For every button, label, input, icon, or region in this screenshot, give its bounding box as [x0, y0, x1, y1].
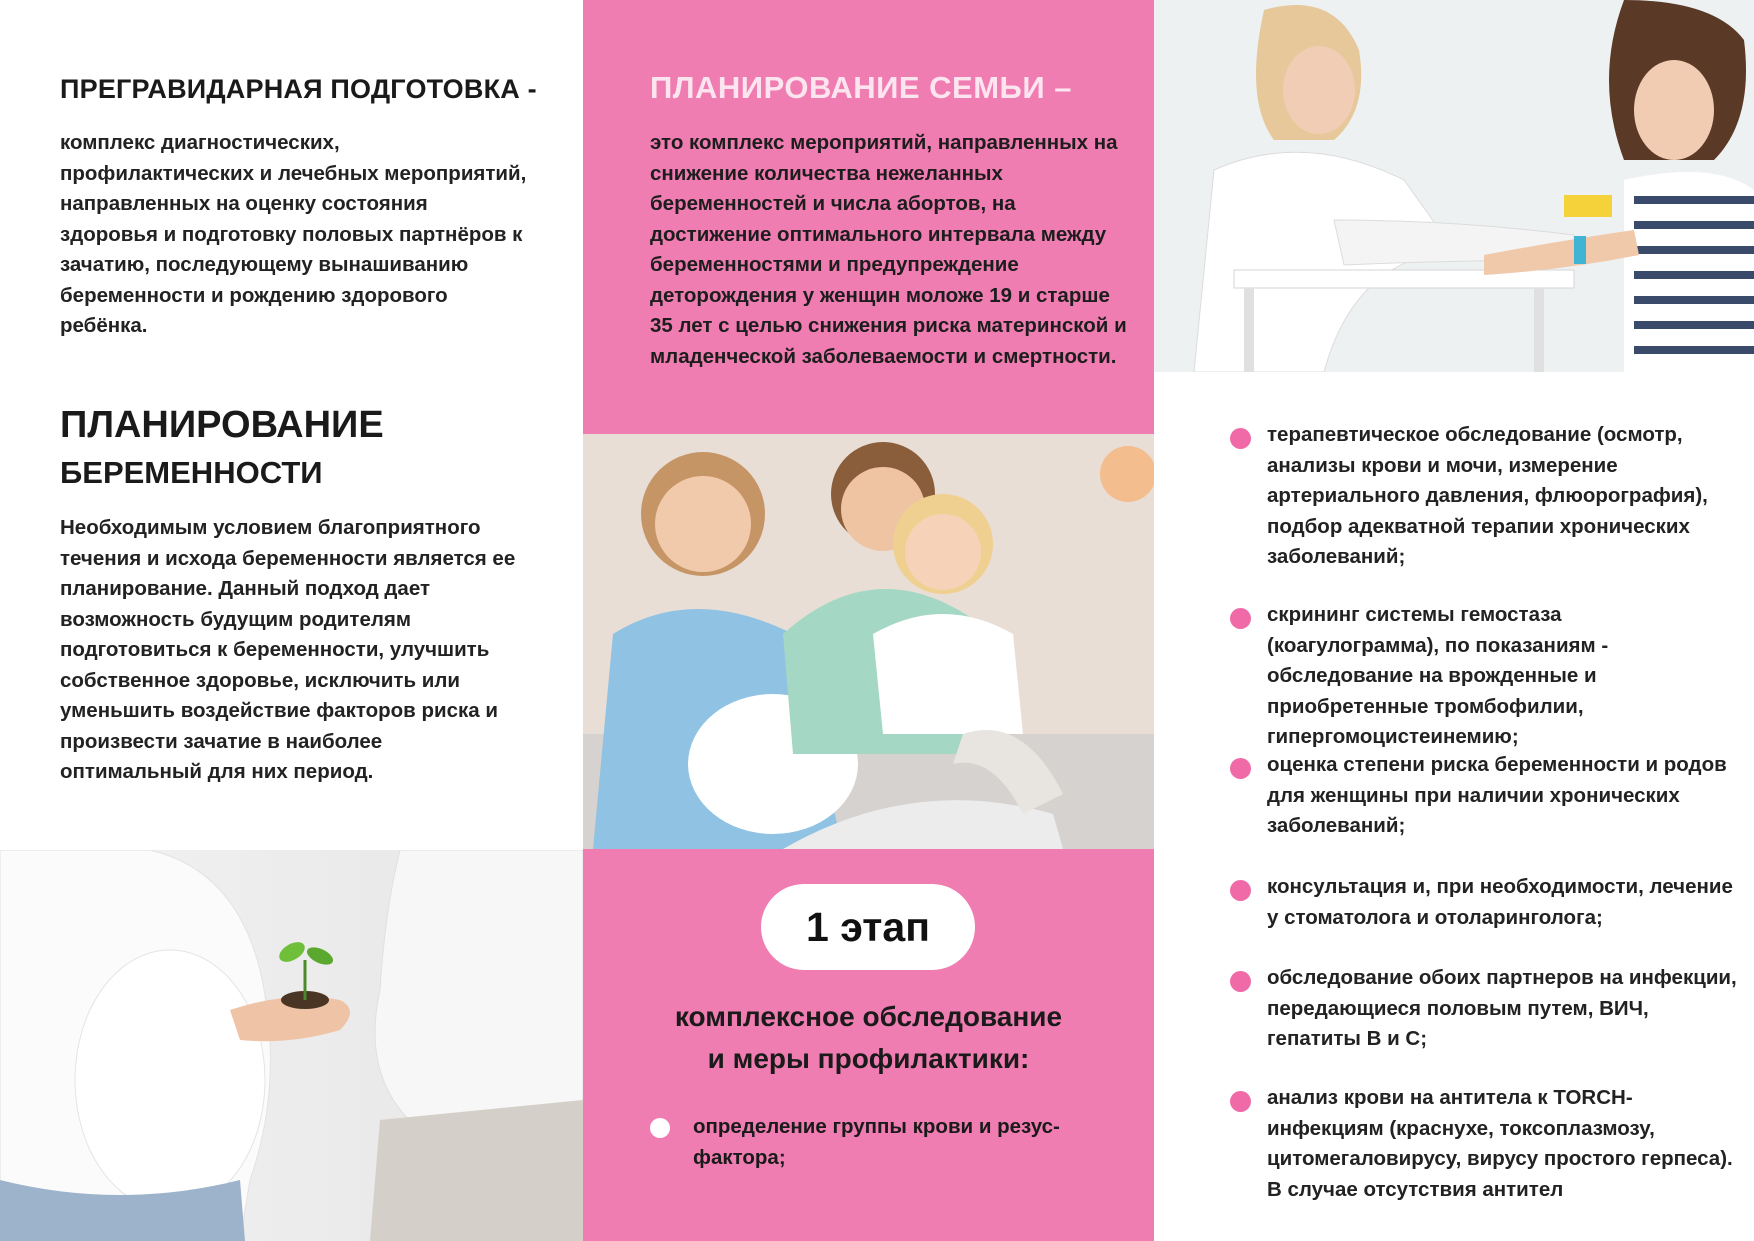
bullet-dot	[1230, 1091, 1251, 1112]
bullet-dot	[1230, 880, 1251, 901]
list-item-text: обследование обоих партнеров на инфекции, передающиеся половым путем, ВИЧ, гепатиты В и С;	[1267, 966, 1737, 1050]
stage-subtitle-line-1: комплексное обследование	[674, 1001, 1063, 1032]
pregnant-couple-sprout-photo	[0, 850, 583, 1241]
middle-panel	[583, 0, 1154, 1241]
list-item	[1230, 420, 1730, 573]
prep-text: комплекс диагностических, профилактических и лечебных мероприятий, направленных на оценку состояния здоровья и подготовку половых партнёров к зачатию, последующему вынашиванию беременности и рождению здорового ребёнка.	[60, 131, 527, 337]
list-item-text: терапевтическое обследование (осмотр, анализы крови и мочи, измерение артериального давления, флюорография), подбор адекватной терапии хронических заболеваний;	[1267, 423, 1708, 568]
list-item-blood-group: определение группы крови и резус-фактора;	[693, 1115, 1060, 1169]
bullet-dot	[1230, 608, 1251, 629]
plan-heading-1: ПЛАНИРОВАНИЕ	[60, 404, 384, 446]
stage-subtitle-line-2: и меры профилактики:	[707, 1043, 1030, 1074]
family-photo	[583, 434, 1154, 849]
stage-subtitle	[603, 996, 1134, 1080]
plan-text: Необходимым условием благоприятного течения и исхода беременности является ее планирование. Данный подход дает возможность будущим родителям подготовиться к беременности, улучшить собственное здоровье, исключить или уменьшить воздействие факторов риска и произвести зачатие в наиболее оптимальный для них период.	[60, 516, 516, 783]
right-panel	[1154, 0, 1754, 1241]
bullet-dot	[1230, 971, 1251, 992]
family-heading: ПЛАНИРОВАНИЕ СЕМЬИ –	[650, 70, 1072, 105]
doctor-blood-test-photo	[1154, 0, 1754, 372]
plan-heading-2: БЕРЕМЕННОСТИ	[60, 455, 323, 490]
stage-badge: 1 этап	[761, 884, 975, 970]
bullet-dot	[650, 1118, 670, 1138]
list-item-text: скрининг системы гемостаза (коагулограмма), по показаниям - обследование на врожденные и приобретенные тромбофилии, гипергомоцистеинемию;	[1267, 603, 1609, 748]
list-item	[1230, 750, 1730, 842]
list-item	[1230, 600, 1730, 753]
bullet-dot	[1230, 758, 1251, 779]
left-panel	[0, 0, 583, 1241]
list-item-text: анализ крови на антитела к TORCH-инфекциям (краснухе, токсоплазмозу, цитомегаловирусу, вирусу простого герпеса). В случае отсутствия антител	[1267, 1086, 1733, 1201]
list-item	[1230, 872, 1733, 933]
list-item-text: оценка степени риска беременности и родов для женщины при наличии хронических заболеваний;	[1267, 753, 1727, 837]
family-text: это комплекс мероприятий, направленных на снижение количества нежеланных беременностей и числа абортов, на достижение оптимального интервала между беременностями и предупреждение деторождения у женщин моложе 19 и старше 35 лет с целью снижения риска материнской и младенческой заболеваемости и смертности.	[650, 131, 1127, 368]
list-item-text: консультация и, при необходимости, лечение у стоматолога и отоларинголога;	[1267, 875, 1733, 929]
list-item	[1230, 1083, 1733, 1205]
prep-heading: ПРЕГРАВИДАРНАЯ ПОДГОТОВКА -	[60, 74, 537, 104]
list-item	[1230, 963, 1737, 1055]
bullet-dot	[1230, 428, 1251, 449]
